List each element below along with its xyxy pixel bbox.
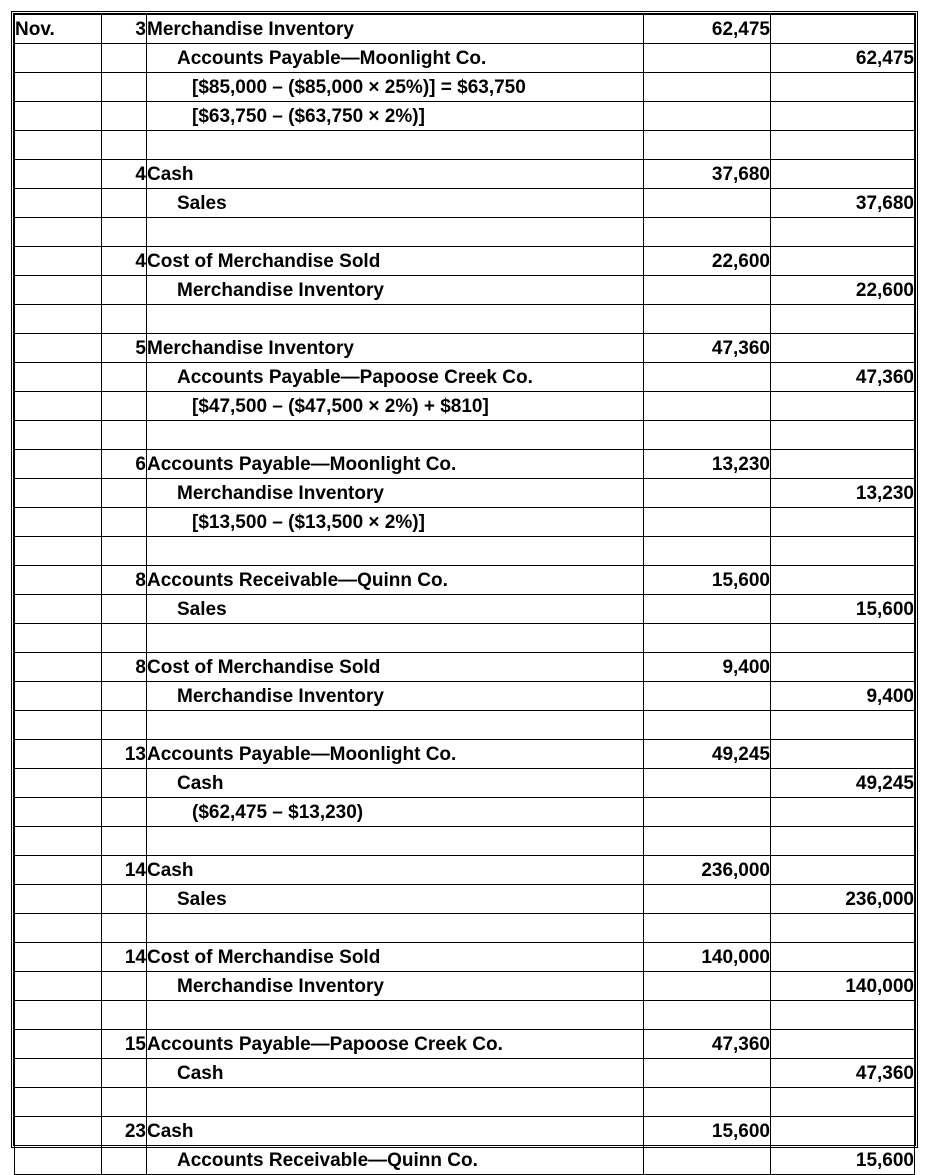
account-cell — [147, 827, 644, 856]
journal-row — [15, 363, 915, 392]
credit-cell — [771, 798, 915, 827]
entry-explanation — [147, 392, 644, 421]
credit-cell — [771, 1001, 915, 1030]
day-cell — [102, 218, 147, 247]
credit-cell: 47,360 — [771, 1059, 915, 1088]
credit-cell — [771, 914, 915, 943]
debit-cell: 47,360 — [644, 334, 771, 363]
day-cell — [102, 798, 147, 827]
debit-cell — [644, 218, 771, 247]
day-cell — [102, 827, 147, 856]
credit-account — [147, 595, 644, 624]
entry-explanation-text: [$85,000 – ($85,000 × 25%)] = $63,750 — [192, 76, 526, 98]
month-cell — [15, 73, 102, 102]
account-cell — [147, 1088, 644, 1117]
credit-cell — [771, 247, 915, 276]
day-cell: 8 — [102, 566, 147, 595]
debit-account: Merchandise Inventory — [147, 334, 644, 363]
credit-account-text: Accounts Payable—Moonlight Co. — [177, 47, 487, 69]
month-cell — [15, 885, 102, 914]
day-cell — [102, 73, 147, 102]
entry-explanation — [147, 798, 644, 827]
journal-row — [15, 276, 915, 305]
credit-account — [147, 189, 644, 218]
credit-cell: 13,230 — [771, 479, 915, 508]
credit-cell — [771, 421, 915, 450]
day-cell: 8 — [102, 653, 147, 682]
debit-cell — [644, 479, 771, 508]
credit-cell — [771, 711, 915, 740]
debit-cell: 49,245 — [644, 740, 771, 769]
blank-row — [15, 1088, 915, 1117]
debit-cell — [644, 508, 771, 537]
debit-cell — [644, 102, 771, 131]
journal-row — [15, 682, 915, 711]
debit-cell — [644, 711, 771, 740]
debit-cell: 62,475 — [644, 15, 771, 44]
credit-cell — [771, 15, 915, 44]
entry-explanation-text: [$13,500 – ($13,500 × 2%)] — [192, 511, 425, 533]
day-cell — [102, 885, 147, 914]
credit-account — [147, 1059, 644, 1088]
blank-row — [15, 914, 915, 943]
month-cell — [15, 189, 102, 218]
journal-row — [15, 334, 915, 363]
journal-row — [15, 1117, 915, 1146]
credit-account-text: Merchandise Inventory — [177, 975, 384, 997]
credit-account-text: Sales — [177, 598, 227, 620]
day-cell — [102, 421, 147, 450]
month-cell — [15, 131, 102, 160]
journal-row — [15, 566, 915, 595]
debit-account: Accounts Payable—Moonlight Co. — [147, 450, 644, 479]
month-cell — [15, 276, 102, 305]
blank-row — [15, 1001, 915, 1030]
credit-cell — [771, 73, 915, 102]
account-cell — [147, 218, 644, 247]
entry-explanation — [147, 73, 644, 102]
credit-cell — [771, 856, 915, 885]
journal-row — [15, 856, 915, 885]
journal-note-row — [15, 392, 915, 421]
credit-cell: 9,400 — [771, 682, 915, 711]
month-cell: Nov. — [15, 15, 102, 44]
entry-explanation-text: [$63,750 – ($63,750 × 2%)] — [192, 105, 425, 127]
account-cell — [147, 305, 644, 334]
month-cell — [15, 508, 102, 537]
debit-cell — [644, 1088, 771, 1117]
credit-account — [147, 44, 644, 73]
credit-cell — [771, 305, 915, 334]
month-cell — [15, 914, 102, 943]
blank-row — [15, 827, 915, 856]
account-cell — [147, 421, 644, 450]
debit-account: Cash — [147, 856, 644, 885]
month-cell — [15, 943, 102, 972]
month-cell — [15, 769, 102, 798]
journal-row — [15, 247, 915, 276]
day-cell — [102, 305, 147, 334]
credit-cell: 37,680 — [771, 189, 915, 218]
month-cell — [15, 798, 102, 827]
day-cell: 13 — [102, 740, 147, 769]
day-cell — [102, 537, 147, 566]
credit-cell: 15,600 — [771, 1146, 915, 1175]
credit-cell — [771, 624, 915, 653]
debit-cell — [644, 1059, 771, 1088]
month-cell — [15, 305, 102, 334]
month-cell — [15, 537, 102, 566]
credit-account — [147, 1146, 644, 1175]
month-cell — [15, 334, 102, 363]
debit-cell: 22,600 — [644, 247, 771, 276]
day-cell: 3 — [102, 15, 147, 44]
credit-account — [147, 885, 644, 914]
entry-explanation — [147, 102, 644, 131]
debit-cell — [644, 189, 771, 218]
day-cell: 15 — [102, 1030, 147, 1059]
credit-cell — [771, 1117, 915, 1146]
month-cell — [15, 392, 102, 421]
credit-cell: 140,000 — [771, 972, 915, 1001]
month-cell — [15, 479, 102, 508]
debit-account: Accounts Receivable—Quinn Co. — [147, 566, 644, 595]
credit-account — [147, 682, 644, 711]
debit-cell — [644, 827, 771, 856]
credit-cell — [771, 653, 915, 682]
journal-row — [15, 972, 915, 1001]
day-cell — [102, 972, 147, 1001]
account-cell — [147, 711, 644, 740]
credit-cell — [771, 508, 915, 537]
credit-account-text: Sales — [177, 192, 227, 214]
journal-row — [15, 1146, 915, 1175]
blank-row — [15, 624, 915, 653]
credit-cell — [771, 218, 915, 247]
credit-cell: 49,245 — [771, 769, 915, 798]
credit-account — [147, 363, 644, 392]
blank-row — [15, 711, 915, 740]
debit-account: Merchandise Inventory — [147, 15, 644, 44]
debit-cell — [644, 73, 771, 102]
debit-cell — [644, 276, 771, 305]
credit-cell: 15,600 — [771, 595, 915, 624]
debit-account: Accounts Payable—Papoose Creek Co. — [147, 1030, 644, 1059]
day-cell: 4 — [102, 247, 147, 276]
month-cell — [15, 1001, 102, 1030]
general-journal — [11, 11, 918, 1171]
debit-cell — [644, 1146, 771, 1175]
day-cell — [102, 914, 147, 943]
day-cell — [102, 1059, 147, 1088]
debit-cell: 140,000 — [644, 943, 771, 972]
blank-row — [15, 537, 915, 566]
journal-row — [15, 769, 915, 798]
day-cell — [102, 189, 147, 218]
journal-row — [15, 44, 915, 73]
journal-row — [15, 1059, 915, 1088]
month-cell — [15, 856, 102, 885]
journal-row — [15, 189, 915, 218]
credit-cell — [771, 131, 915, 160]
day-cell: 23 — [102, 1117, 147, 1146]
credit-account — [147, 479, 644, 508]
credit-cell — [771, 740, 915, 769]
debit-cell — [644, 392, 771, 421]
journal-row — [15, 1030, 915, 1059]
blank-row — [15, 305, 915, 334]
credit-cell — [771, 160, 915, 189]
credit-account-text: Cash — [177, 772, 224, 794]
month-cell — [15, 740, 102, 769]
credit-account-text: Merchandise Inventory — [177, 482, 384, 504]
debit-cell — [644, 885, 771, 914]
debit-cell — [644, 305, 771, 334]
debit-cell — [644, 624, 771, 653]
debit-cell — [644, 44, 771, 73]
debit-cell — [644, 914, 771, 943]
credit-cell — [771, 392, 915, 421]
debit-cell — [644, 131, 771, 160]
blank-row — [15, 131, 915, 160]
month-cell — [15, 1117, 102, 1146]
debit-cell: 15,600 — [644, 1117, 771, 1146]
debit-cell — [644, 363, 771, 392]
journal-row — [15, 653, 915, 682]
debit-cell — [644, 769, 771, 798]
debit-account: Cost of Merchandise Sold — [147, 653, 644, 682]
credit-cell — [771, 1030, 915, 1059]
day-cell — [102, 363, 147, 392]
day-cell: 5 — [102, 334, 147, 363]
credit-cell — [771, 943, 915, 972]
debit-cell — [644, 972, 771, 1001]
journal-row — [15, 740, 915, 769]
debit-cell: 37,680 — [644, 160, 771, 189]
credit-account — [147, 276, 644, 305]
day-cell — [102, 624, 147, 653]
month-cell — [15, 624, 102, 653]
month-cell — [15, 1146, 102, 1175]
debit-cell — [644, 682, 771, 711]
day-cell — [102, 1001, 147, 1030]
credit-cell: 47,360 — [771, 363, 915, 392]
account-cell — [147, 537, 644, 566]
month-cell — [15, 363, 102, 392]
day-cell — [102, 276, 147, 305]
journal-note-row — [15, 73, 915, 102]
credit-account — [147, 769, 644, 798]
debit-cell — [644, 595, 771, 624]
credit-account-text: Merchandise Inventory — [177, 279, 384, 301]
month-cell — [15, 566, 102, 595]
month-cell — [15, 972, 102, 1001]
day-cell — [102, 595, 147, 624]
credit-cell: 62,475 — [771, 44, 915, 73]
credit-account-text: Accounts Payable—Papoose Creek Co. — [177, 366, 533, 388]
entry-explanation — [147, 508, 644, 537]
debit-account: Accounts Payable—Moonlight Co. — [147, 740, 644, 769]
journal-row — [15, 15, 915, 44]
month-cell — [15, 653, 102, 682]
credit-cell — [771, 450, 915, 479]
debit-cell — [644, 1001, 771, 1030]
credit-cell — [771, 537, 915, 566]
credit-account-text: Merchandise Inventory — [177, 685, 384, 707]
month-cell — [15, 1059, 102, 1088]
journal-row — [15, 160, 915, 189]
journal-row — [15, 450, 915, 479]
debit-account: Cost of Merchandise Sold — [147, 943, 644, 972]
day-cell — [102, 1088, 147, 1117]
month-cell — [15, 682, 102, 711]
month-cell — [15, 1030, 102, 1059]
debit-cell: 47,360 — [644, 1030, 771, 1059]
month-cell — [15, 1088, 102, 1117]
journal-row — [15, 479, 915, 508]
journal-row — [15, 885, 915, 914]
credit-cell — [771, 102, 915, 131]
debit-cell: 13,230 — [644, 450, 771, 479]
debit-cell — [644, 798, 771, 827]
month-cell — [15, 247, 102, 276]
debit-cell: 9,400 — [644, 653, 771, 682]
blank-row — [15, 218, 915, 247]
debit-cell: 15,600 — [644, 566, 771, 595]
day-cell — [102, 682, 147, 711]
journal-note-row — [15, 102, 915, 131]
entry-explanation-text: ($62,475 – $13,230) — [192, 801, 364, 823]
month-cell — [15, 711, 102, 740]
month-cell — [15, 595, 102, 624]
credit-cell — [771, 566, 915, 595]
month-cell — [15, 421, 102, 450]
day-cell: 14 — [102, 943, 147, 972]
debit-cell — [644, 537, 771, 566]
credit-cell — [771, 334, 915, 363]
month-cell — [15, 160, 102, 189]
debit-account: Cash — [147, 160, 644, 189]
credit-account-text: Sales — [177, 888, 227, 910]
credit-account-text: Cash — [177, 1062, 224, 1084]
day-cell — [102, 711, 147, 740]
day-cell — [102, 1146, 147, 1175]
day-cell — [102, 392, 147, 421]
month-cell — [15, 102, 102, 131]
month-cell — [15, 450, 102, 479]
day-cell — [102, 769, 147, 798]
journal-row — [15, 595, 915, 624]
day-cell — [102, 131, 147, 160]
debit-account: Cash — [147, 1117, 644, 1146]
day-cell — [102, 102, 147, 131]
account-cell — [147, 624, 644, 653]
credit-cell: 22,600 — [771, 276, 915, 305]
day-cell — [102, 44, 147, 73]
entry-explanation-text: [$47,500 – ($47,500 × 2%) + $810] — [192, 395, 489, 417]
day-cell — [102, 479, 147, 508]
credit-cell: 236,000 — [771, 885, 915, 914]
day-cell: 4 — [102, 160, 147, 189]
journal-table — [14, 14, 915, 1175]
account-cell — [147, 1001, 644, 1030]
debit-cell: 236,000 — [644, 856, 771, 885]
day-cell: 14 — [102, 856, 147, 885]
journal-row — [15, 943, 915, 972]
credit-account-text: Accounts Receivable—Quinn Co. — [177, 1149, 478, 1171]
blank-row — [15, 421, 915, 450]
credit-account — [147, 972, 644, 1001]
day-cell — [102, 508, 147, 537]
credit-cell — [771, 1088, 915, 1117]
debit-account: Cost of Merchandise Sold — [147, 247, 644, 276]
account-cell — [147, 131, 644, 160]
day-cell: 6 — [102, 450, 147, 479]
journal-note-row — [15, 798, 915, 827]
credit-cell — [771, 827, 915, 856]
debit-cell — [644, 421, 771, 450]
month-cell — [15, 44, 102, 73]
month-cell — [15, 218, 102, 247]
journal-body — [15, 15, 915, 1175]
journal-note-row — [15, 508, 915, 537]
account-cell — [147, 914, 644, 943]
month-cell — [15, 827, 102, 856]
